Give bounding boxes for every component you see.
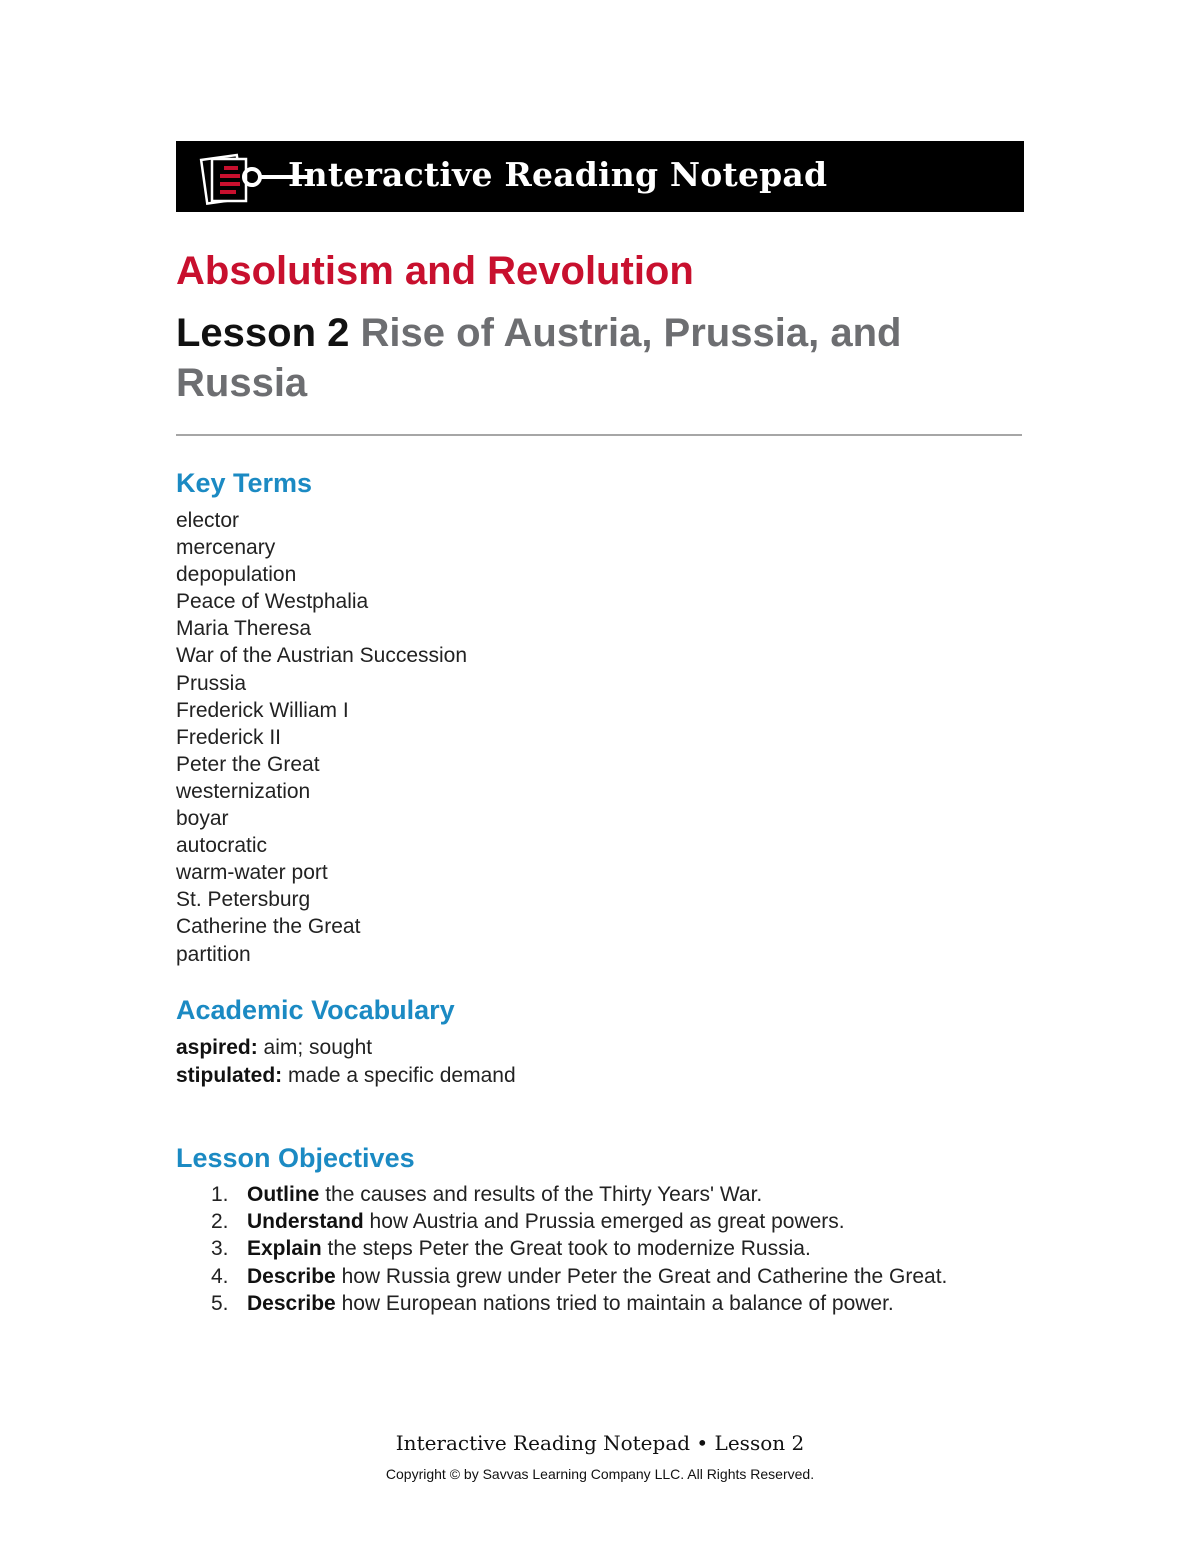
objective-item xyxy=(176,1181,976,1208)
objective-number: 4. xyxy=(211,1264,229,1288)
key-term: St. Petersburg xyxy=(176,888,311,912)
objective-verb: Outline xyxy=(247,1183,320,1206)
lesson-name: Rise of Austria, Prussia, and Russia xyxy=(176,311,902,405)
key-term: Peter the Great xyxy=(176,752,320,776)
vocab-definition: aim; sought xyxy=(263,1036,373,1059)
lesson-title xyxy=(176,308,1006,408)
lesson-label: Lesson 2 xyxy=(176,311,350,355)
key-term: Maria Theresa xyxy=(176,617,312,641)
footer-title: Interactive Reading Notepad • Lesson 2 xyxy=(395,1431,805,1455)
objective-verb: Describe xyxy=(247,1264,336,1288)
key-term: mercenary xyxy=(176,536,276,560)
objective-verb: Explain xyxy=(247,1237,322,1261)
key-term: Frederick II xyxy=(176,725,282,749)
key-terms-heading: Key Terms xyxy=(176,468,313,498)
key-term: boyar xyxy=(176,807,229,831)
objective-number: 3. xyxy=(211,1237,229,1261)
header-banner xyxy=(176,141,1024,212)
vocab-item xyxy=(176,1062,516,1090)
vocab-definition: made a specific demand xyxy=(288,1063,516,1087)
objective-verb: Understand xyxy=(247,1210,364,1234)
key-term: partition xyxy=(176,942,251,966)
objective-item xyxy=(176,1235,976,1262)
banner-title: Interactive Reading Notepad xyxy=(288,155,828,194)
objective-item xyxy=(176,1208,976,1235)
vocab-item xyxy=(176,1034,516,1062)
unit-title: Absolutism and Revolution xyxy=(176,249,694,293)
objective-text: the steps Peter the Great took to modernize Russia. xyxy=(327,1237,811,1261)
objective-number: 5. xyxy=(211,1291,229,1315)
key-term: Peace of Westphalia xyxy=(176,590,369,614)
objective-text: how Austria and Prussia emerged as great powers. xyxy=(369,1210,845,1234)
key-term: War of the Austrian Succession xyxy=(176,644,468,668)
lesson-objectives-list xyxy=(176,1181,976,1317)
key-term: westernization xyxy=(176,779,311,803)
objective-text: the causes and results of the Thirty Years' War. xyxy=(325,1183,763,1206)
objective-verb: Describe xyxy=(247,1291,336,1315)
objective-text: how Russia grew under Peter the Great and Catherine the Great. xyxy=(341,1264,948,1288)
key-term: autocratic xyxy=(176,834,268,858)
vocab-term: stipulated: xyxy=(176,1063,283,1087)
divider xyxy=(176,434,1022,436)
key-term: warm-water port xyxy=(176,861,328,885)
vocab-term: aspired: xyxy=(176,1036,258,1059)
objective-item xyxy=(176,1263,976,1290)
objective-number: 1. xyxy=(211,1183,229,1206)
key-term: Frederick William I xyxy=(176,698,349,722)
academic-vocabulary-list xyxy=(176,1034,516,1089)
objective-item xyxy=(176,1290,976,1317)
key-term: Prussia xyxy=(176,671,247,695)
key-term: depopulation xyxy=(176,563,297,587)
objective-number: 2. xyxy=(211,1210,229,1234)
key-term: Catherine the Great xyxy=(176,915,361,939)
lesson-objectives-heading: Lesson Objectives xyxy=(176,1143,415,1173)
key-terms-list xyxy=(176,507,467,968)
objective-text: how European nations tried to maintain a balance of power. xyxy=(341,1291,894,1315)
academic-vocabulary-heading: Academic Vocabulary xyxy=(176,995,455,1025)
footer-copyright: Copyright © by Savvas Learning Company LLC. All Rights Reserved. xyxy=(385,1466,815,1482)
key-term: elector xyxy=(176,509,240,532)
